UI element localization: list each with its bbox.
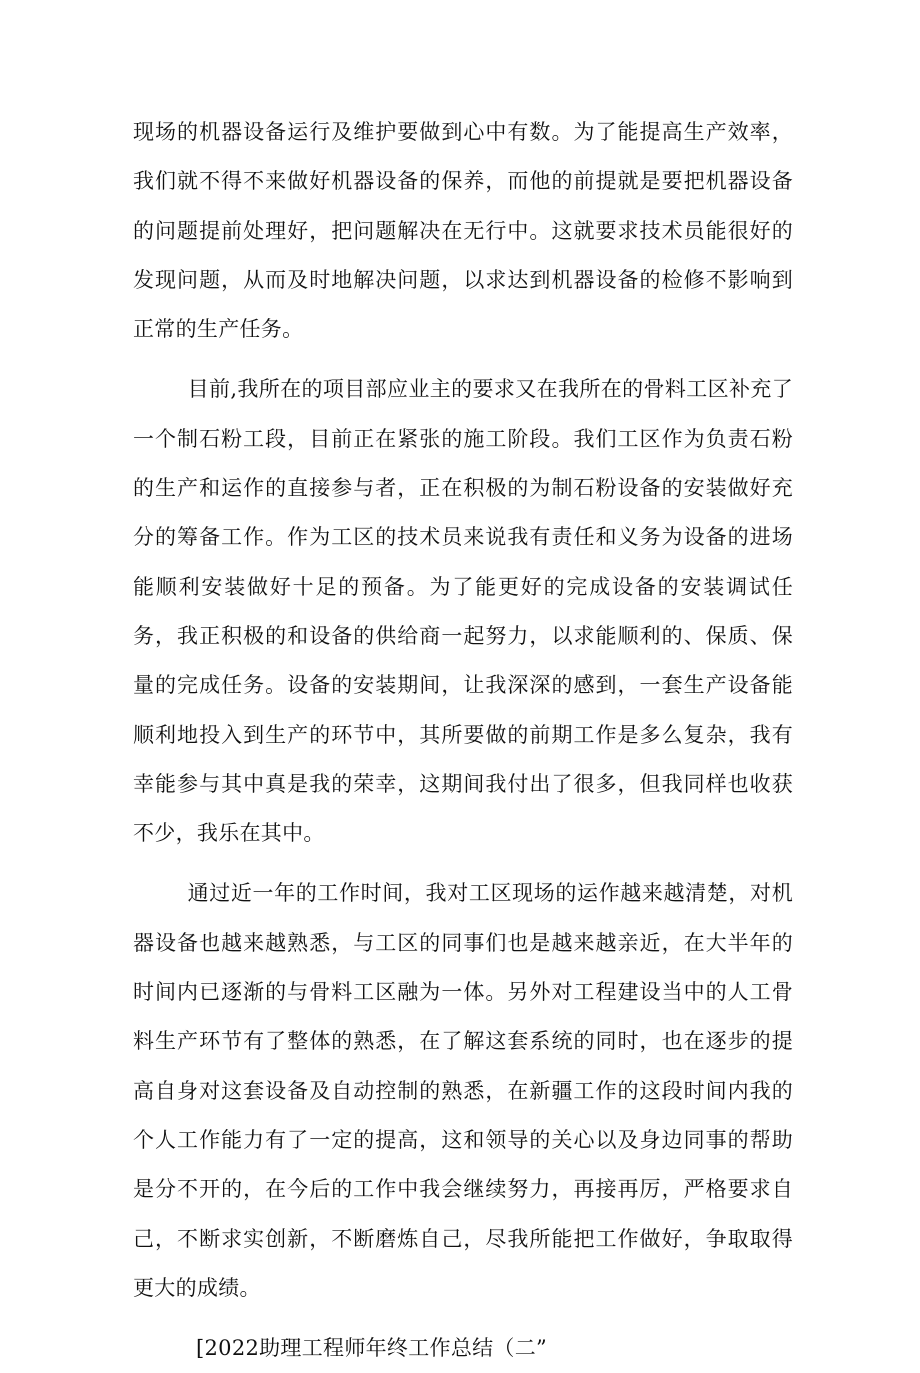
paragraph-3: 通过近一年的工作时间，我对工区现场的运作越来越清楚，对机器设备也越来越熟悉，与工区的同事们也是越来越亲近，在大半年的时间内已逐渐的与骨料工区融为一体。另外对工程建设当中的人工骨料生产环节有了整体的熟悉，在了解这套系统的同时，也在逐步的提高自身对这套设备及自动控制的熟悉，在新疆工作的这段时间内我的个人工作能力有了一定的提高，这和领导的关心以及身边同事的帮助是分不开的，在今后的工作中我会继续努力，再接再厉，严格要求自己，不断求实创新，不断磨炼自己，尽我所能把工作做好，争取取得更大的成绩。 (133, 881, 793, 1300)
section-heading: [2022助理工程师年终工作总结（二” (196, 1336, 548, 1361)
document-body (133, 108, 793, 1373)
paragraph-2: 目前,我所在的项目部应业主的要求又在我所在的骨料工区补充了一个制石粉工段，目前正在紧张的施工阶段。我们工区作为负责石粉的生产和运作的直接参与者，正在积极的为制石粉设备的安装做好充分的筹备工作。作为工区的技术员来说我有责任和义务为设备的进场能顺利安装做好十足的预备。为了能更好的完成设备的安装调试任务，我正积极的和设备的供给商一起努力，以求能顺利的、保质、保量的完成任务。设备的安装期间，让我深深的感到，一套生产设备能顺利地投入到生产的环节中，其所要做的前期工作是多么复杂，我有幸能参与其中真是我的荣幸，这期间我付出了很多，但我同样也收获不少，我乐在其中。 (133, 377, 793, 846)
paragraph-1: 现场的机器设备运行及维护要做到心中有数。为了能提高生产效率，我们就不得不来做好机器设备的保养，而他的前提就是要把机器设备的问题提前处理好，把问题解决在无行中。这就要求技术员能很好的发现问题，从而及时地解决问题，以求达到机器设备的检修不影响到正常的生产任务。 (133, 120, 793, 342)
